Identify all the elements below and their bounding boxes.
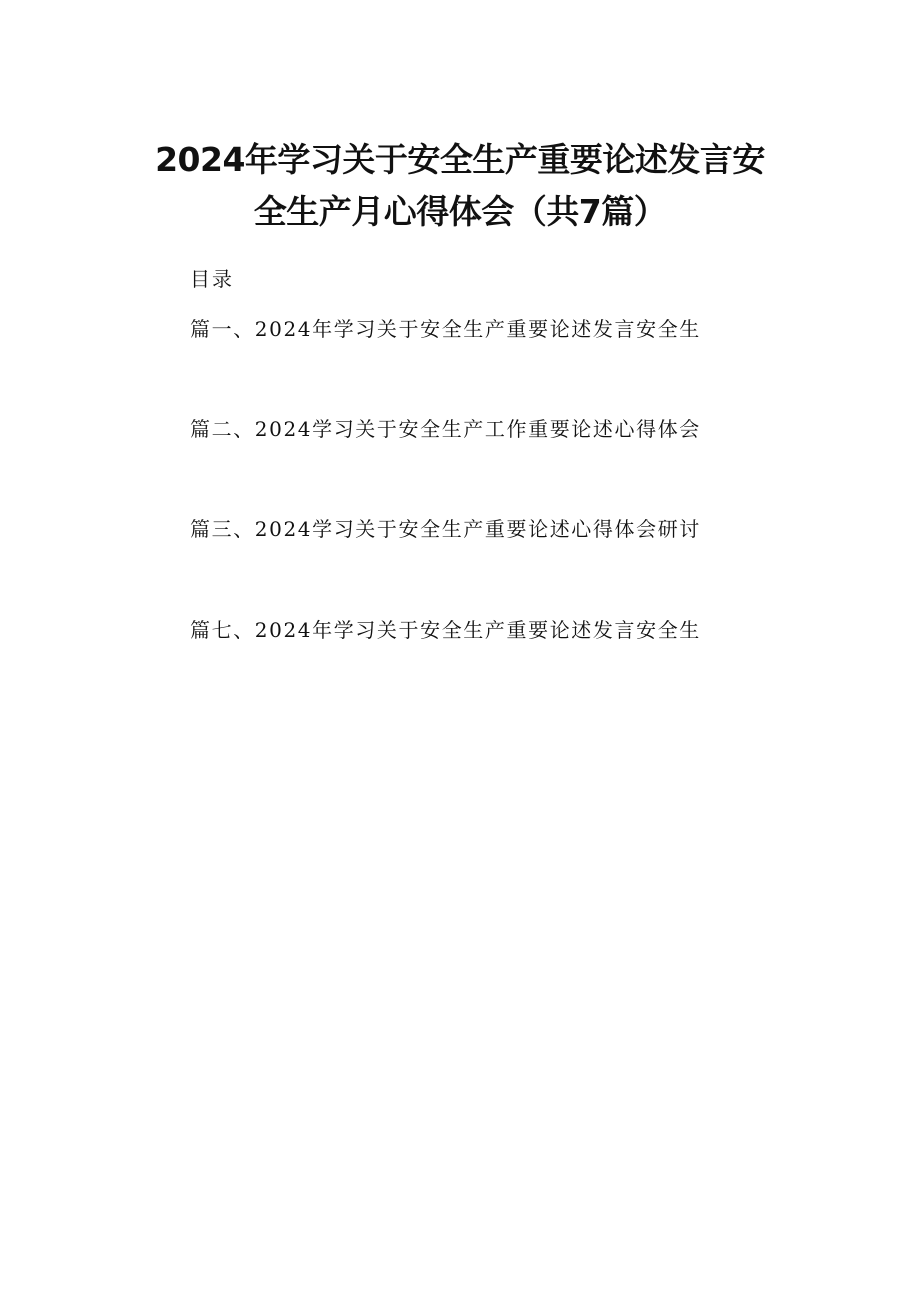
toc-item-1[interactable]: 篇一、2024年学习关于安全生产重要论述发言安全生: [190, 317, 701, 341]
toc-item-2[interactable]: 篇二、2024学习关于安全生产工作重要论述心得体会: [190, 417, 701, 441]
document-title-line-2: 全生产月心得体会（共7篇）: [253, 192, 667, 231]
toc-item-7[interactable]: 篇七、2024年学习关于安全生产重要论述发言安全生: [190, 618, 701, 642]
toc-item-3[interactable]: 篇三、2024学习关于安全生产重要论述心得体会研讨: [190, 517, 701, 541]
document-title: [120, 134, 800, 238]
toc-heading: 目录: [190, 267, 234, 291]
document-title-line-1: 2024年学习关于安全生产重要论述发言安: [155, 140, 765, 179]
